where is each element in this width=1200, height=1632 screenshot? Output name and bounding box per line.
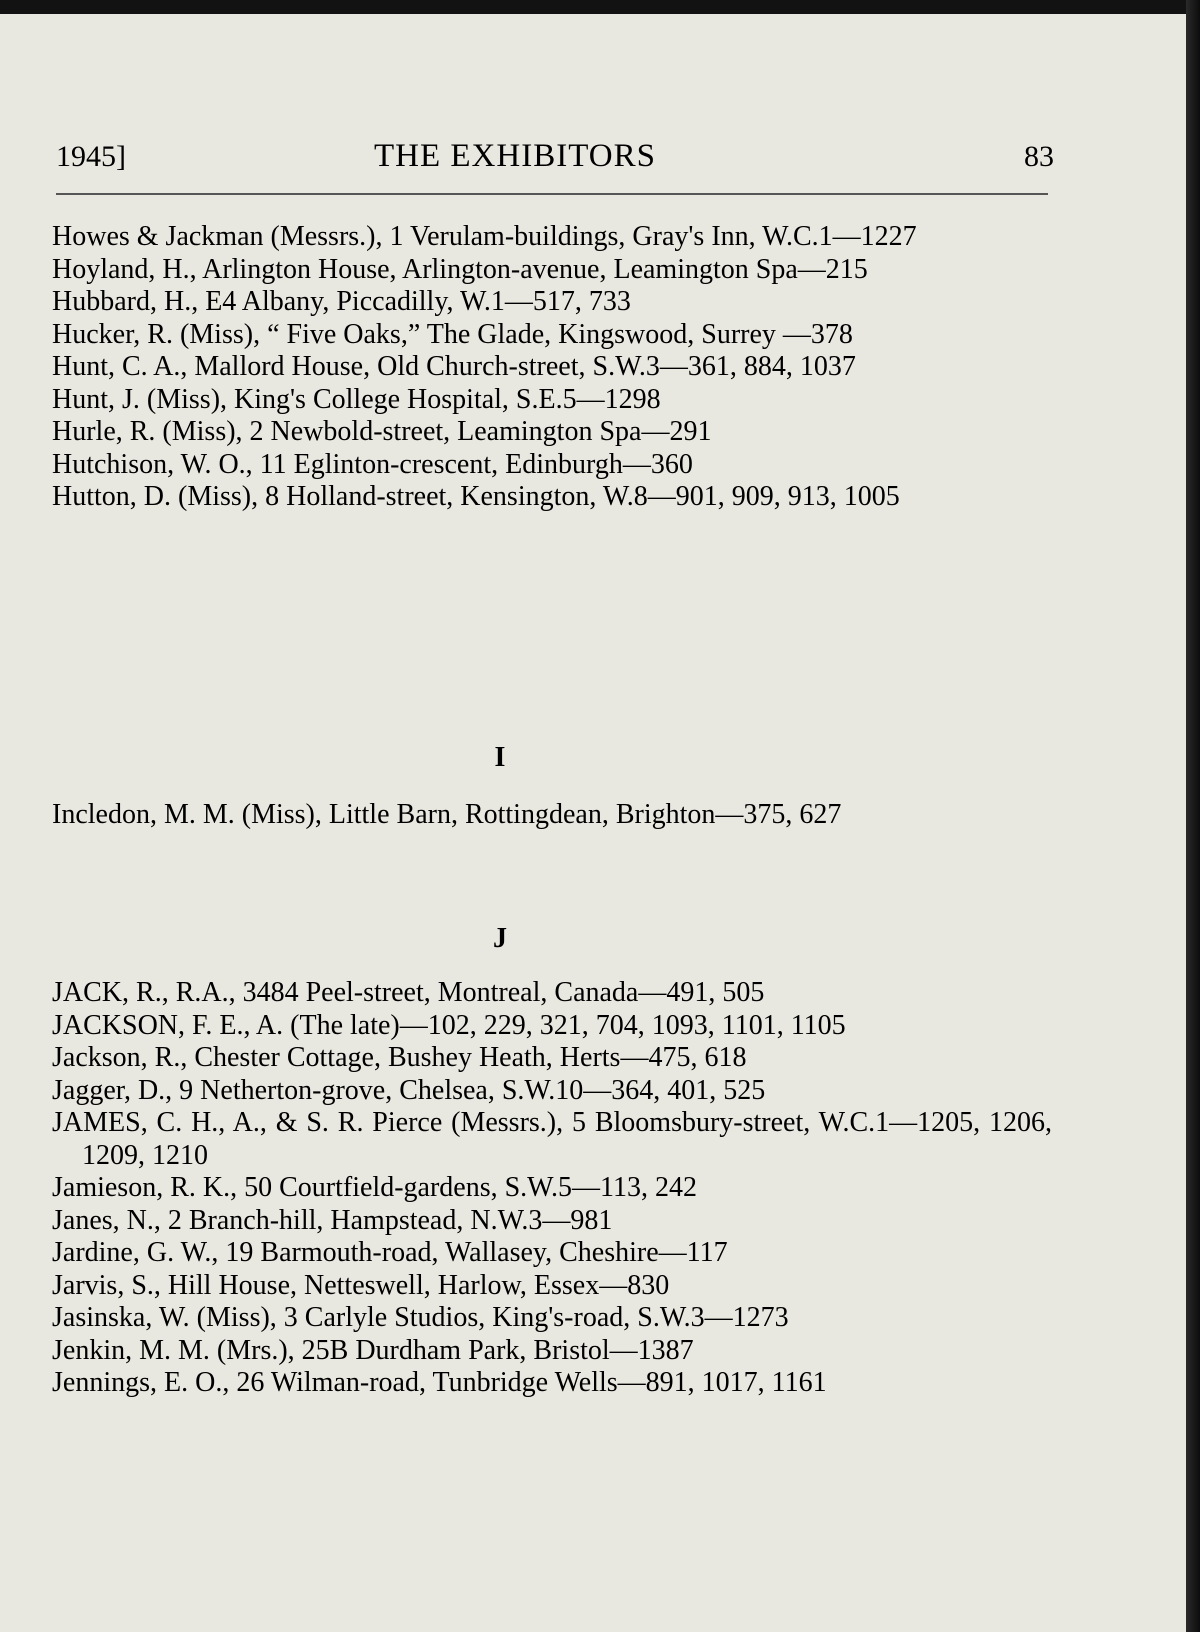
exhibitor-entry: Jamieson, R. K., 50 Courtfield-gardens, S.W.5—113, 242 [52,1172,697,1203]
exhibitor-entry: Jenkin, M. M. (Mrs.), 25B Durdham Park, Bristol—1387 [52,1334,694,1366]
section-h [52,221,1052,514]
exhibitor-entry: Hubbard, H., E4 Albany, Piccadilly, W.1—517, 733 [52,286,631,317]
exhibitor-entry: Jardine, G. W., 19 Barmouth-road, Wallasey, Cheshire—117 [52,1237,728,1268]
exhibitor-entry: Hunt, C. A., Mallord House, Old Church-street, S.W.3—361, 884, 1037 [52,351,856,382]
page-number: 83 [1024,140,1054,173]
exhibitor-entry: Jasinska, W. (Miss), 3 Carlyle Studios, King's-road, S.W.3—1273 [52,1302,789,1333]
exhibitor-entry: Incledon, M. M. (Miss), Little Barn, Rottingdean, Brighton—375, 627 [52,799,842,830]
exhibitor-entry: Hoyland, H., Arlington House, Arlington-avenue, Leamington Spa—215 [52,253,868,285]
exhibitor-entry: Jagger, D., 9 Netherton-grove, Chelsea, S.W.10—364, 401, 525 [52,1074,766,1106]
exhibitor-entry: Hurle, R. (Miss), 2 Newbold-street, Leamington Spa—291 [52,416,712,447]
page-edge-shadow [1186,0,1200,1632]
header-year: 1945] [56,140,126,173]
section-letter-j: J [493,923,507,954]
section-j [52,977,1052,1400]
exhibitor-entry: JACK, R., R.A., 3484 Peel-street, Montreal, Canada—491, 505 [52,977,765,1008]
header-rule [56,193,1048,195]
exhibitor-entry: Hucker, R. (Miss), “ Five Oaks,” The Glade, Kingswood, Surrey —378 [52,318,853,350]
exhibitor-entry: Hutchison, W. O., 11 Eglinton-crescent, Edinburgh—360 [52,448,693,480]
running-header [56,138,1054,178]
exhibitor-entry: Janes, N., 2 Branch-hill, Hampstead, N.W.3—981 [52,1204,613,1236]
section-i [52,799,1052,832]
exhibitor-entry: JACKSON, F. E., A. (The late)—102, 229, 321, 704, 1093, 1101, 1105 [52,1009,846,1041]
section-letter-i: I [494,742,506,773]
exhibitor-entry: Hutton, D. (Miss), 8 Holland-street, Kensington, W.8—901, 909, 913, 1005 [52,481,900,512]
exhibitor-entry: Jackson, R., Chester Cottage, Bushey Heath, Herts—475, 618 [52,1042,747,1073]
exhibitor-entry: Jennings, E. O., 26 Wilman-road, Tunbridge Wells—891, 1017, 1161 [52,1367,827,1398]
exhibitor-entry: Jarvis, S., Hill House, Netteswell, Harlow, Essex—830 [52,1269,670,1301]
exhibitor-entry: Hunt, J. (Miss), King's College Hospital, S.E.5—1298 [52,383,661,415]
exhibitor-entry: JAMES, C. H., A., & S. R. Pierce (Messrs.), 5 Bloomsbury-street, W.C.1—1205, 1206, 1209, 1210 [52,1107,1052,1171]
exhibitor-entry: Howes & Jackman (Messrs.), 1 Verulam-buildings, Gray's Inn, W.C.1—1227 [52,221,917,252]
header-title: THE EXHIBITORS [374,138,656,174]
